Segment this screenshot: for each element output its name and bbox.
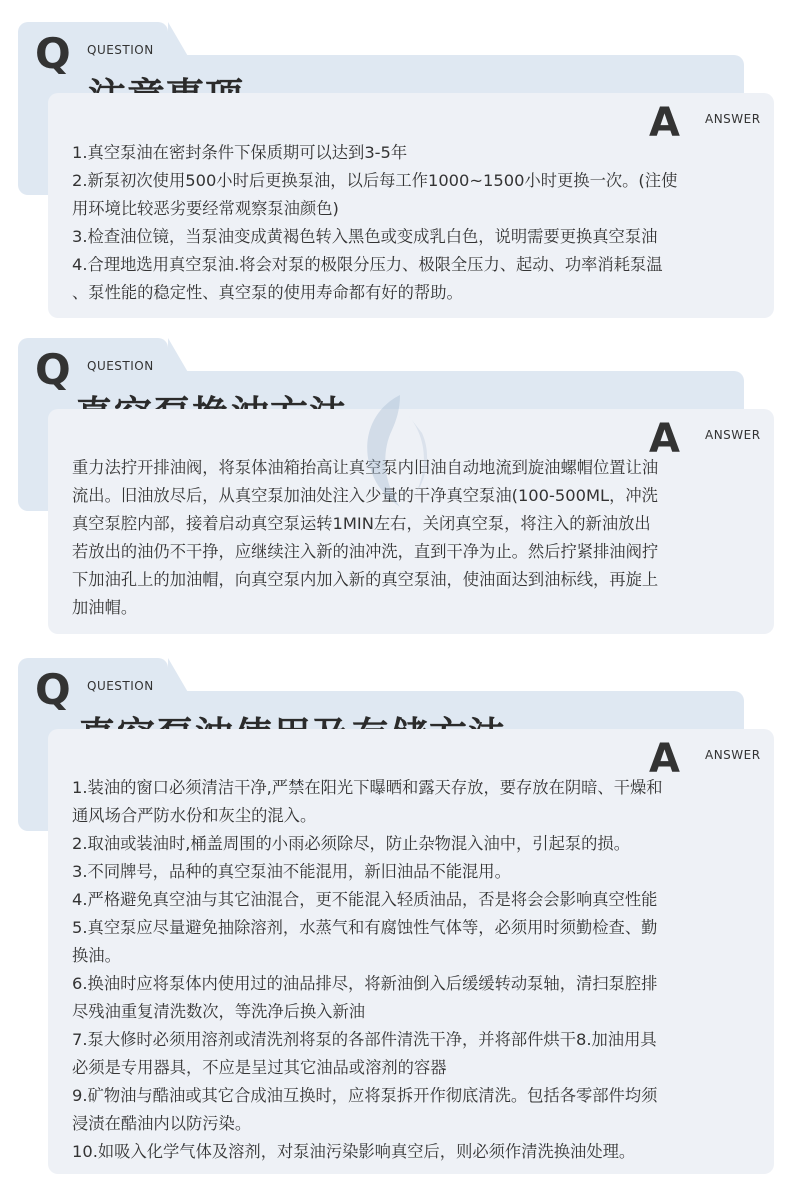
answer-line: 换油。 [72, 946, 121, 965]
answer-body [72, 139, 764, 307]
answer-line: 2.新泵初次使用500小时后更换泵油，以后每工作1000~1500小时更换一次。(注使 [72, 171, 678, 190]
question-label: QUESTION [87, 679, 154, 693]
answer-line: 下加油孔上的加油帽，向真空泵内加入新的真空泵油，使油面达到油标线，再旋上 [72, 570, 659, 589]
answer-line: 1.真空泵油在密封条件下保质期可以达到3-5年 [72, 143, 408, 162]
answer-line: 加油帽。 [72, 598, 138, 617]
answer-line: 重力法拧开排油阀，将泵体油箱抬高让真空泵内旧油自动地流到旋油螺帽位置让油 [72, 458, 659, 477]
answer-line: 4.严格避免真空油与其它油混合，更不能混入轻质油品，否是将会会影响真空性能 [72, 890, 658, 909]
answer-line: 9.矿物油与酷油或其它合成油互换时，应将泵拆开作彻底清洗。包括各零部件均须 [72, 1086, 658, 1105]
answer-body [72, 774, 764, 1166]
answer-line: 用环境比较恶劣要经常观察泵油颜色) [72, 199, 339, 218]
answer-line: 5.真空泵应尽量避免抽除溶剂，水蒸气和有腐蚀性气体等，必须用时须勤检查、勤 [72, 918, 658, 937]
question-q-letter: Q [35, 29, 71, 78]
answer-line: 4.合理地选用真空泵油.将会对泵的极限分压力、极限全压力、起动、功率消耗泵温 [72, 255, 663, 274]
answer-line: 3.不同牌号，品种的真空泵油不能混用，新旧油品不能混用。 [72, 862, 511, 881]
answer-line: 浸渍在酷油内以防污染。 [72, 1114, 252, 1133]
answer-line: 3.检查油位镜，当泵油变成黄褐色转入黑色或变成乳白色，说明需要更换真空泵油 [72, 227, 658, 246]
answer-line: 尽残油重复清洗数次，等洗净后换入新油 [72, 1002, 366, 1021]
answer-line: 必须是专用器具，不应是呈过其它油品或溶剂的容器 [72, 1058, 447, 1077]
answer-line: 真空泵腔内部，接着启动真空泵运转1MIN左右，关闭真空泵，将注入的新油放出 [72, 514, 651, 533]
answer-label: ANSWER [705, 112, 761, 126]
answer-line: 通风场合严防水份和灰尘的混入。 [72, 806, 317, 825]
answer-line: 若放出的油仍不干挣，应继续注入新的油冲洗，直到干净为止。然后拧紧排油阀拧 [72, 542, 659, 561]
answer-line: 、泵性能的稳定性、真空泵的使用寿命都有好的帮助。 [72, 283, 463, 302]
answer-line: 1.装油的窗口必须清洁干净,严禁在阳光下曝晒和露天存放，要存放在阴暗、干燥和 [72, 778, 663, 797]
answer-line: 2.取油或装油时,桶盖周围的小雨必须除尽，防止杂物混入油中，引起泵的损。 [72, 834, 630, 853]
answer-label: ANSWER [705, 428, 761, 442]
answer-line: 6.换油时应将泵体内使用过的油品排尽，将新油倒入后缓缓转动泵轴，清扫泵腔排 [72, 974, 658, 993]
question-q-letter: Q [35, 665, 71, 714]
question-label: QUESTION [87, 43, 154, 57]
question-q-letter: Q [35, 345, 71, 394]
answer-body [72, 454, 764, 622]
answer-a-letter: A [649, 416, 680, 462]
answer-label: ANSWER [705, 748, 761, 762]
answer-line: 7.泵大修时必须用溶剂或清洗剂将泵的各部件清洗干净，并将部件烘干8.加油用具 [72, 1030, 657, 1049]
answer-line: 流出。旧油放尽后，从真空泵加油处注入少量的干净真空泵油(100-500ML，冲洗 [72, 486, 658, 505]
answer-line: 10.如吸入化学气体及溶剂，对泵油污染影响真空后，则必须作清洗换油处理。 [72, 1142, 636, 1161]
answer-a-letter: A [649, 736, 680, 782]
question-label: QUESTION [87, 359, 154, 373]
answer-a-letter: A [649, 100, 680, 146]
